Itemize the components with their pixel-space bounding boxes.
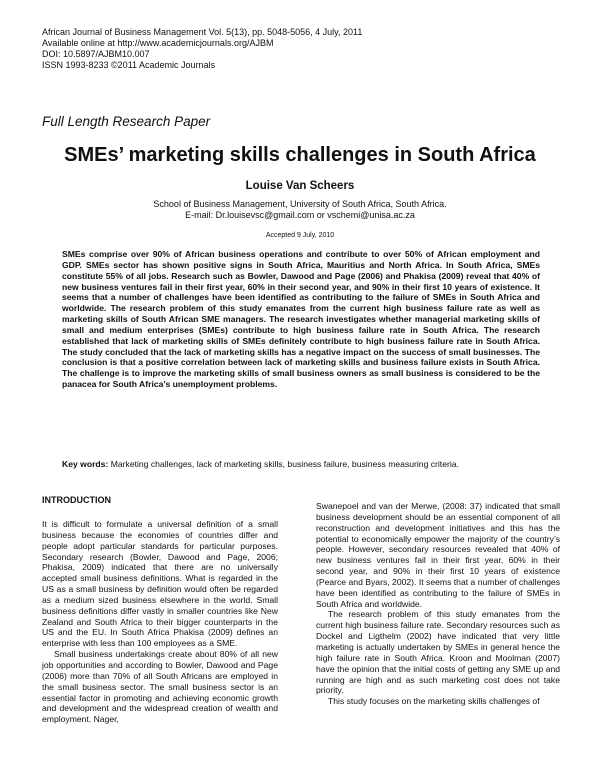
paragraph: Small business undertakings create about 80% of all new job opportunities and according to Bowler, Dawood and Page (2006) more than 70% of all South Africans are employed in the small business sector. The small business sector is an essential factor in promoting and achieving economic growth and development and the widespread creation of wealth and employment. Nager,	[42, 649, 278, 725]
right-column	[316, 501, 560, 707]
affiliation-institution: School of Business Management, University of South Africa, South Africa.	[153, 199, 447, 209]
journal-citation: African Journal of Business Management Vol. 5(13), pp. 5048-5056, 4 July, 2011	[42, 27, 363, 37]
paragraph: The research problem of this study emanates from the current high business failure rate. Secondary resources such as Dockel and Ligthelm (2002) have indicated that very little marketing is actually undertaken by SMEs in general hence the high failure rate in South Africa. Kroon and Moolman (2007) have the opinion that the initial costs of getting any SME up and running are high and as such marketing cost does not take priority.	[316, 609, 560, 696]
keywords-label: Key words:	[62, 459, 109, 469]
keywords	[62, 459, 540, 470]
paragraph: This study focuses on the marketing skills challenges of	[328, 696, 540, 707]
abstract: SMEs comprise over 90% of African business operations and contribute to over 50% of African employment and GDP. SMEs sector has shown positive signs in South Africa, Mauritius and North Africa. In South Africa, SMEs constitute 55% of all jobs. Research such as Bowler, Dawood and Page (2006) and Phakisa (2009) reveal that 40% of new business ventures fail in their first year, 60% in their second year, and 90% in their first 10 years of existence. It seems that a number of challenges have been identified as contributing to the failure of SMEs in South Africa and worldwide. The research problem of this study emanates from the current high business failure rate as well as marketing skills of South African SME managers. The research investigates whether managerial marketing skills of small and medium enterprises (SMEs) contribute to high business failure rate in South Africa. The research established that lack of marketing skills of SMEs definitely contribute to high business failure rate in South Africa. The study concluded that the lack of marketing skills has a negative impact on the success of small businesses. The conclusion is that a positive correlation between lack of marketing skills and business failure exists in South Africa. The challenge is to improve the marketing skills of small business owners as small business is considered to be the panacea for South Africa’s unemployment problems.	[62, 249, 540, 390]
journal-header	[42, 27, 362, 71]
journal-url: Available online at http://www.academicjournals.org/AJBM	[42, 38, 274, 48]
keywords-text: Marketing challenges, lack of marketing skills, business failure, business measuring criteria.	[108, 459, 459, 469]
doi: DOI: 10.5897/AJBM10.007	[42, 49, 150, 59]
paragraph: It is difficult to formulate a universal definition of a small business because the economies of countries differ and people adopt particular standards for particular purposes. Secondary research (Bowler, Dawood and Page, 2006; Phakisa, 2009) indicated that there are no universally accepted small business definitions. What is regarded in the US as a small business by definition would often be regarded as a medium sized business elsewhere in the world. Small business definitions differ vastly in smaller countries like New Zealand and South Africa to their bigger counterparts in the US and the EU. In South Africa Phakisa (2009) defines an enterprise with less than 100 employees as a SME.	[42, 519, 278, 649]
affiliation	[0, 199, 600, 221]
author-name: Louise Van Scheers	[245, 180, 355, 192]
affiliation-email: E-mail: Dr.louisevsc@gmail.com or vschemi@unisa.ac.za	[185, 210, 415, 220]
issn: ISSN 1993-8233 ©2011 Academic Journals	[42, 60, 216, 70]
left-column	[42, 519, 278, 725]
paper-type: Full Length Research Paper	[42, 114, 211, 129]
paragraph: Swanepoel and van der Merwe, (2008: 37) indicated that small business development should be an essential component of all reconstruction and development initiatives and this has the potential to economically empower the majority of the country’s people. However, secondary resources revealed that 40% of new business ventures fail in their first year, 60% in their second year, and 90% in their first 10 years of existence (Pearce and Byars, 2002). It seems that a number of challenges have been identified as contributing to the failure of SMEs in South Africa and worldwide.	[316, 501, 560, 609]
accepted-date: Accepted 9 July, 2010	[265, 232, 335, 239]
section-heading-introduction: INTRODUCTION	[42, 495, 111, 505]
paper-title: SMEs’ marketing skills challenges in South Africa	[64, 144, 536, 166]
